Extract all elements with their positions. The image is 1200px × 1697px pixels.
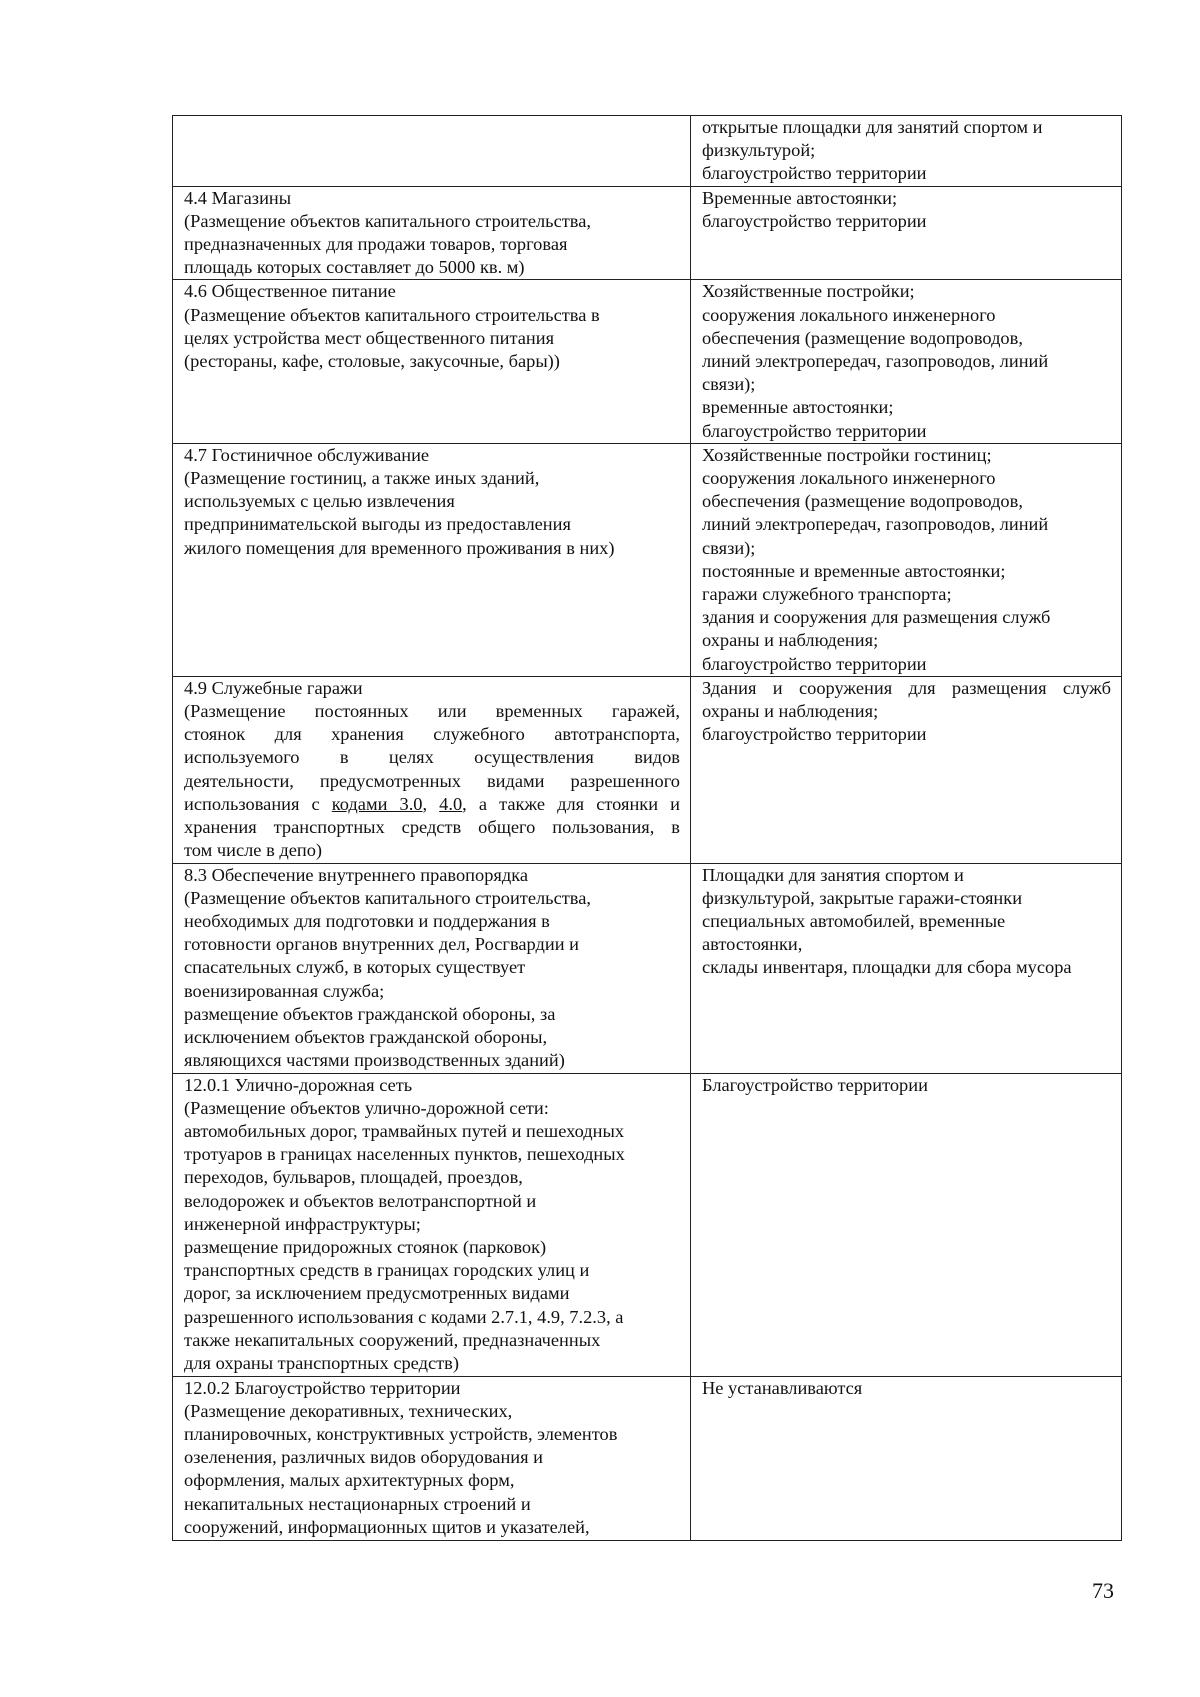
use-type-description: велодорожек и объектов велотранспортной и [184, 1190, 537, 1211]
use-type-description: предпринимательской выгоды из предоставления [184, 514, 571, 535]
table-row [173, 280, 1122, 443]
use-type-description: дорог, за исключением предусмотренных видами [184, 1283, 570, 1304]
auxiliary-use-line: сооружения локального инженерного [702, 304, 996, 325]
use-type-description: необходимых для подготовки и поддержания в [184, 910, 550, 931]
use-type-cell [173, 116, 691, 187]
use-type-description: предназначенных для продажи товаров, торговая [184, 234, 568, 255]
use-type-description: тротуаров в границах населенных пунктов, пешеходных [184, 1144, 625, 1165]
table-row [173, 1073, 1122, 1376]
auxiliary-use-line: охраны и наблюдения; [702, 701, 879, 722]
use-type-description: инженерной инфраструктуры; [184, 1213, 421, 1234]
use-type-description: (рестораны, кафе, столовые, закусочные, бары)) [184, 351, 560, 372]
use-type-description: сооружений, информационных щитов и указателей, [184, 1516, 590, 1537]
table-row [173, 676, 1122, 863]
auxiliary-use-line: Хозяйственные постройки; [702, 281, 915, 302]
use-type-description: (Размещение постоянных или временных гаражей, [184, 701, 680, 722]
auxiliary-use-line: физкультурой, закрытые гаражи-стоянки [702, 887, 1023, 908]
auxiliary-use-line: благоустройство территории [702, 653, 927, 674]
auxiliary-use-line: линий электропередач, газопроводов, линий [702, 351, 1049, 372]
use-type-title: 4.7 Гостиничное обслуживание [184, 444, 430, 465]
auxiliary-use-line: постоянные и временные автостоянки; [702, 560, 1006, 581]
auxiliary-use-line: сооружения локального инженерного [702, 468, 996, 489]
auxiliary-uses-cell [691, 1073, 1122, 1376]
auxiliary-use-line: охраны и наблюдения; [702, 630, 879, 651]
auxiliary-use-line: открытые площадки для занятий спортом и [702, 117, 1043, 137]
table-row [173, 116, 1122, 187]
use-type-title: 12.0.1 Улично-дорожная сеть [184, 1074, 413, 1095]
use-type-title: 4.4 Магазины [184, 187, 292, 208]
auxiliary-uses-cell [691, 1376, 1122, 1540]
auxiliary-use-line: благоустройство территории [702, 420, 927, 441]
use-type-description: (Размещение объектов капитального строительства, [184, 887, 591, 908]
auxiliary-use-line: связи); [702, 537, 756, 558]
use-type-description: (Размещение объектов капитального строительства в [184, 304, 600, 325]
auxiliary-use-line: обеспечения (размещение водопроводов, [702, 491, 1023, 512]
auxiliary-use-line: автостоянки, [702, 934, 803, 955]
use-type-description: переходов, бульваров, площадей, проездов, [184, 1167, 523, 1188]
auxiliary-use-line: Временные автостоянки; [702, 187, 898, 208]
use-type-title: 4.6 Общественное питание [184, 281, 396, 302]
auxiliary-use-line: Не устанавливаются [702, 1377, 863, 1398]
use-type-description: (Размещение объектов улично-дорожной сети: [184, 1097, 549, 1118]
code-link[interactable]: кодами 3.0 [331, 793, 423, 814]
use-type-description: хранения транспортных средств общего пользования, в [184, 817, 680, 838]
use-type-title: 12.0.2 Благоустройство территории [184, 1377, 461, 1398]
auxiliary-uses-cell [691, 863, 1122, 1073]
use-type-description: стоянок для хранения служебного автотранспорта, [184, 724, 680, 745]
auxiliary-use-line: временные автостоянки; [702, 397, 894, 418]
use-type-title: 8.3 Обеспечение внутреннего правопорядка [184, 864, 529, 885]
use-type-description: для охраны транспортных средств) [184, 1352, 459, 1373]
auxiliary-use-line: Хозяйственные постройки гостиниц; [702, 444, 992, 465]
auxiliary-use-line: физкультурой; [702, 140, 816, 161]
use-type-description: исключением объектов гражданской обороны, [184, 1026, 548, 1047]
use-type-description: целях устройства мест общественного питания [184, 327, 555, 348]
use-type-description [184, 793, 680, 816]
use-type-description: (Размещение декоративных, технических, [184, 1400, 513, 1421]
use-type-description: также некапитальных сооружений, предназначенных [184, 1329, 601, 1350]
auxiliary-use-line: Здания и сооружения для размещения служб [702, 677, 1111, 698]
use-type-description: размещение придорожных стоянок (парковок) [184, 1236, 547, 1257]
auxiliary-use-line: благоустройство территории [702, 163, 927, 184]
use-type-cell [173, 280, 691, 443]
use-type-description: оформления, малых архитектурных форм, [184, 1470, 515, 1491]
use-type-description: разрешенного использования с кодами 2.7.1, 4.9, 7.2.3, а [184, 1306, 624, 1327]
auxiliary-uses-cell [691, 186, 1122, 280]
use-type-cell [173, 186, 691, 280]
permitted-uses-table [172, 115, 1122, 1541]
table-row [173, 863, 1122, 1073]
description-fragment: использования с [184, 793, 332, 814]
auxiliary-uses-cell [691, 676, 1122, 863]
use-type-description: озеленения, различных видов оборудования и [184, 1447, 544, 1468]
code-link[interactable]: 4.0 [439, 793, 463, 814]
auxiliary-use-line: специальных автомобилей, временные [702, 910, 1006, 931]
table-row [173, 443, 1122, 676]
auxiliary-use-line: склады инвентаря, площадки для сбора мусора [702, 957, 1072, 978]
use-type-cell [173, 1376, 691, 1540]
use-type-description: размещение объектов гражданской обороны, за [184, 1003, 556, 1024]
use-type-description: площадь которых составляет до 5000 кв. м) [184, 257, 525, 278]
auxiliary-use-line: Площадки для занятия спортом и [702, 864, 964, 885]
use-type-description: являющихся частями производственных зданий) [184, 1050, 565, 1071]
use-type-description: автомобильных дорог, трамвайных путей и пешеходных [184, 1120, 625, 1141]
use-type-description: некапитальных нестационарных строений и [184, 1493, 531, 1514]
auxiliary-use-line: гаражи служебного транспорта; [702, 584, 952, 605]
auxiliary-use-line: обеспечения (размещение водопроводов, [702, 327, 1023, 348]
table-row [173, 1376, 1122, 1540]
use-type-cell [173, 676, 691, 863]
use-type-description: (Размещение гостиниц, а также иных зданий, [184, 468, 540, 489]
auxiliary-use-line: здания и сооружения для размещения служб [702, 607, 1051, 628]
auxiliary-uses-cell [691, 443, 1122, 676]
use-type-cell [173, 443, 691, 676]
description-fragment: , а также для стоянки и [462, 793, 680, 814]
use-type-description: готовности органов внутренних дел, Росгвардии и [184, 934, 579, 955]
use-type-description: планировочных, конструктивных устройств, элементов [184, 1423, 618, 1444]
use-type-description: (Размещение объектов капитального строительства, [184, 210, 591, 231]
auxiliary-use-line: Благоустройство территории [702, 1074, 928, 1095]
use-type-description: том числе в депо) [184, 840, 323, 861]
use-type-description: используемого в целях осуществления видов [184, 747, 680, 768]
use-type-cell [173, 863, 691, 1073]
use-type-description: военизированная служба; [184, 980, 385, 1001]
auxiliary-uses-cell [691, 280, 1122, 443]
use-type-cell [173, 1073, 691, 1376]
use-type-description: деятельности, предусмотренных видами разрешенного [184, 770, 680, 791]
use-type-title: 4.9 Служебные гаражи [184, 677, 363, 698]
auxiliary-uses-cell [691, 116, 1122, 187]
auxiliary-use-line: связи); [702, 374, 756, 395]
use-type-description: жилого помещения для временного проживания в них) [184, 537, 615, 558]
table-row [173, 186, 1122, 280]
page-number: 73 [1092, 1578, 1114, 1603]
auxiliary-use-line: линий электропередач, газопроводов, линий [702, 514, 1049, 535]
use-type-description: спасательных служб, в которых существует [184, 957, 526, 978]
use-type-description: используемых с целью извлечения [184, 491, 455, 512]
description-fragment: , [422, 793, 440, 814]
auxiliary-use-line: благоустройство территории [702, 210, 927, 231]
use-type-description: транспортных средств в границах городских улиц и [184, 1260, 590, 1281]
auxiliary-use-line: благоустройство территории [702, 724, 927, 745]
